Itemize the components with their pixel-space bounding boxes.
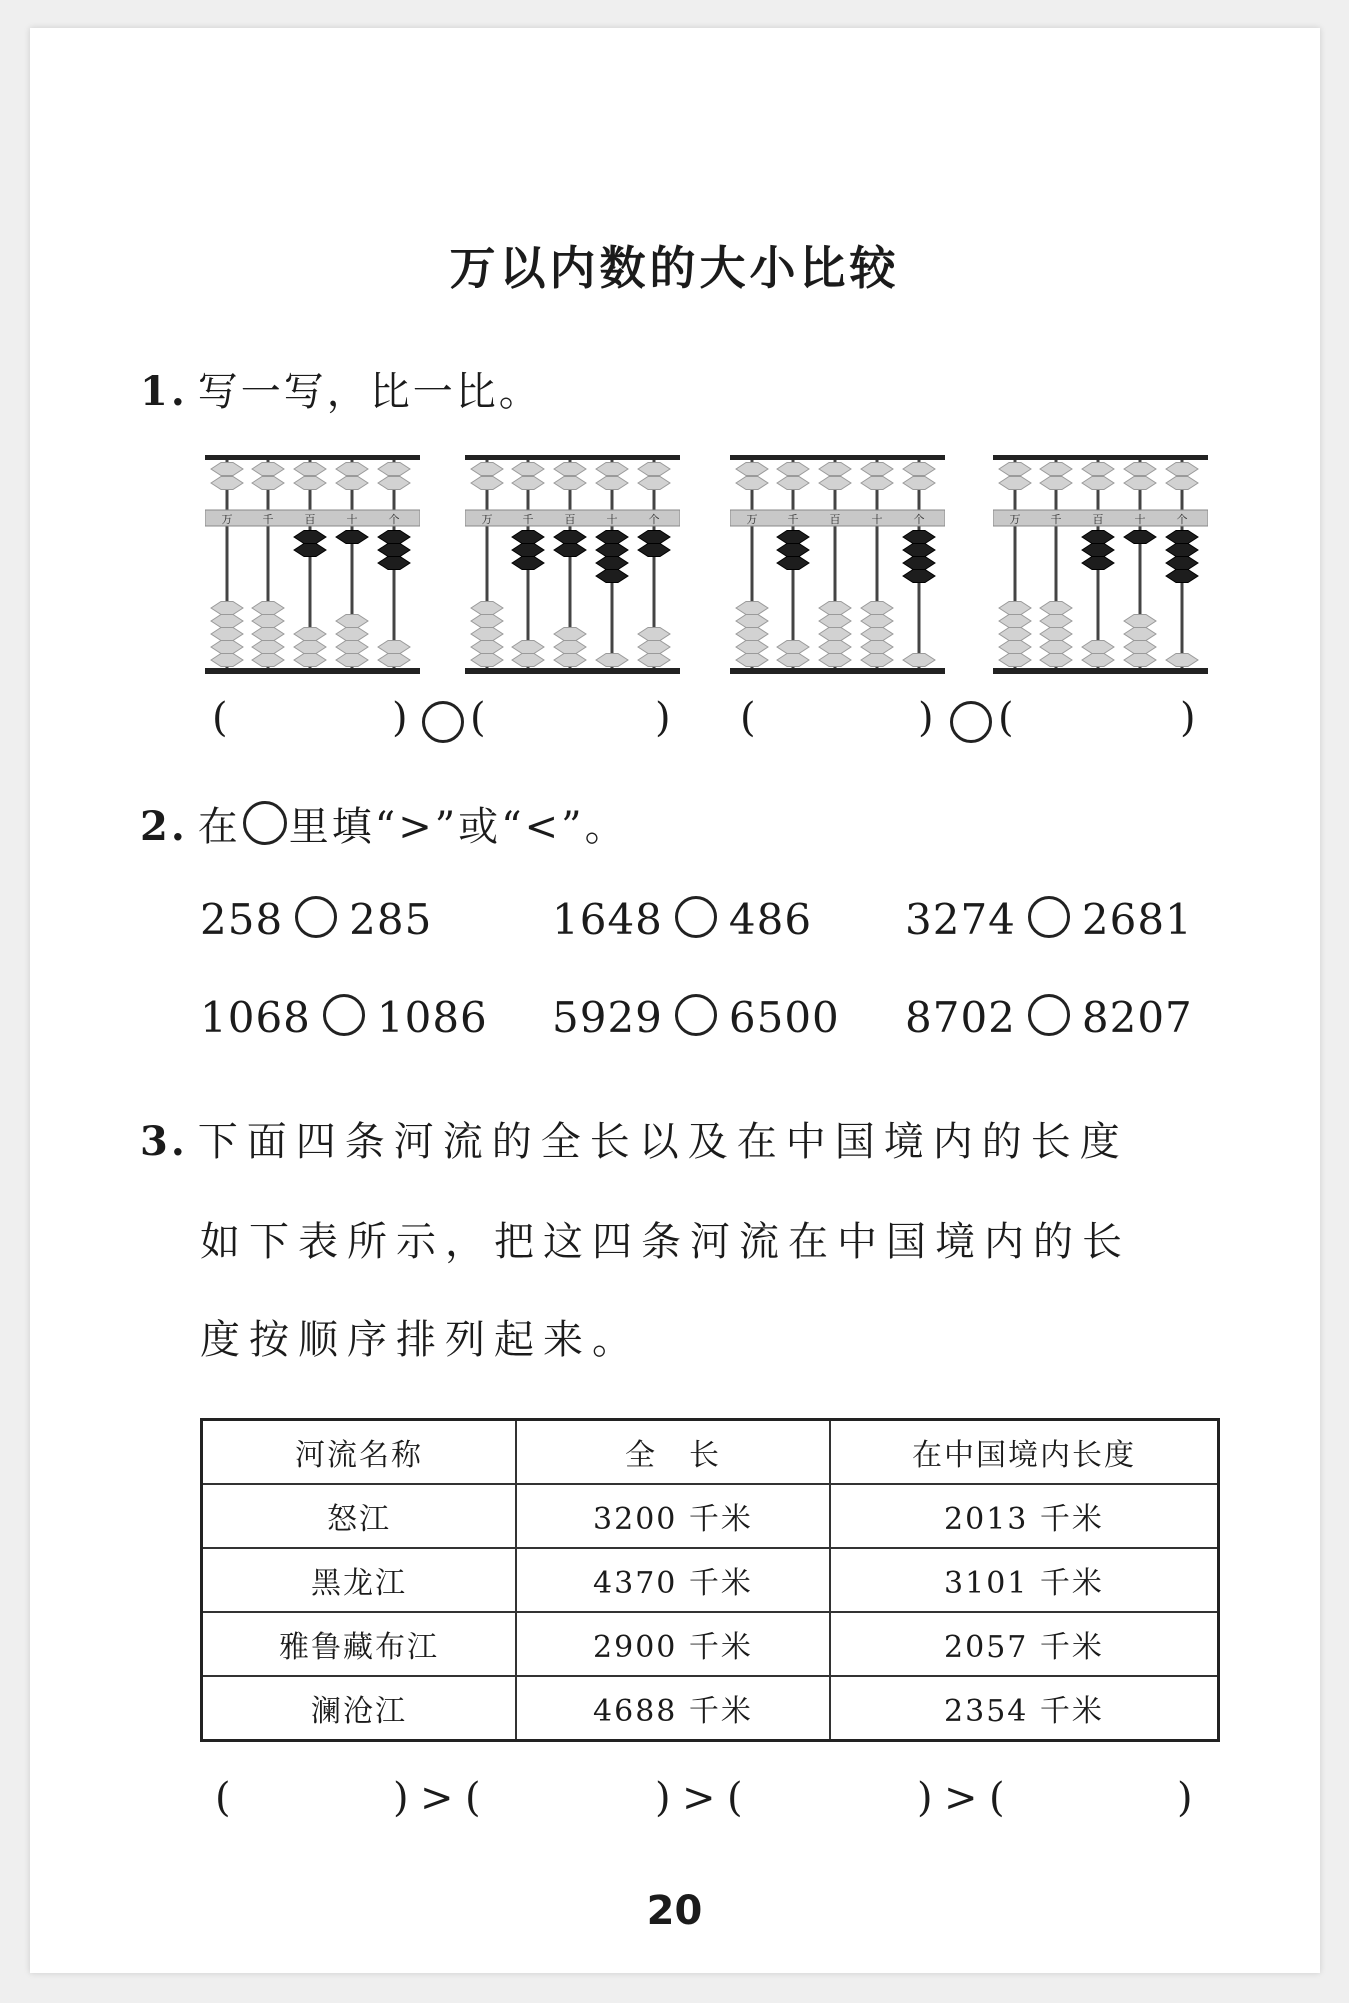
idle-bead: [819, 628, 851, 641]
answer-blank-close: ): [1177, 1775, 1193, 1821]
answer-circle[interactable]: [295, 896, 337, 938]
idle-bead: [903, 654, 935, 667]
counted-bead: [903, 544, 935, 557]
answer-blank-close: ): [393, 1775, 409, 1821]
idle-bead: [471, 602, 503, 615]
idle-bead: [378, 654, 410, 667]
idle-bead: [512, 463, 544, 476]
idle-bead: [294, 628, 326, 641]
idle-bead: [294, 463, 326, 476]
idle-bead: [554, 628, 586, 641]
abacus-4: [993, 455, 1208, 675]
number-a: 1068: [200, 993, 311, 1042]
place-value-label: 千: [1050, 513, 1062, 526]
abacus-bottom-bar: [465, 668, 680, 674]
place-value-label: 个: [388, 513, 400, 526]
idle-bead: [777, 641, 809, 654]
idle-bead: [1166, 477, 1198, 490]
comparison-item: [552, 993, 840, 1042]
idle-bead: [596, 654, 628, 667]
idle-bead: [999, 628, 1031, 641]
abacus-1: [205, 455, 420, 675]
idle-bead: [861, 654, 893, 667]
idle-bead: [1166, 463, 1198, 476]
idle-bead: [294, 477, 326, 490]
idle-bead: [471, 654, 503, 667]
answer-circle[interactable]: [1028, 896, 1070, 938]
idle-bead: [471, 463, 503, 476]
idle-bead: [336, 654, 368, 667]
idle-bead: [252, 628, 284, 641]
idle-bead: [471, 615, 503, 628]
question-2: [140, 795, 628, 852]
counted-bead: [596, 544, 628, 557]
idle-bead: [1040, 602, 1072, 615]
abacus-row: [175, 455, 1225, 680]
counted-bead: [378, 544, 410, 557]
idle-bead: [777, 463, 809, 476]
idle-bead: [1082, 654, 1114, 667]
compare-circle-2[interactable]: [950, 701, 992, 743]
number-b: 285: [349, 895, 433, 944]
question-2-text-before: 在: [197, 804, 241, 850]
idle-bead: [999, 477, 1031, 490]
idle-bead: [211, 615, 243, 628]
idle-bead: [819, 654, 851, 667]
question-2-number: 2.: [140, 803, 188, 850]
place-value-label: 万: [481, 513, 493, 526]
idle-bead: [252, 477, 284, 490]
counted-bead: [512, 531, 544, 544]
answer-blank-2-open[interactable]: (: [470, 695, 486, 741]
idle-bead: [336, 477, 368, 490]
comparison-item: [905, 895, 1193, 944]
idle-bead: [211, 477, 243, 490]
idle-bead: [903, 463, 935, 476]
idle-bead: [211, 641, 243, 654]
answer-blank-close: ): [655, 1775, 671, 1821]
answer-blank-open[interactable]: (: [465, 1775, 481, 1821]
comparison-item: [200, 993, 488, 1042]
comparison-item: [905, 993, 1193, 1042]
idle-bead: [1040, 477, 1072, 490]
answer-blank-1-open[interactable]: (: [212, 695, 228, 741]
table-cell: 怒江: [202, 1484, 517, 1548]
table-row: [202, 1548, 1219, 1612]
answer-blank-1-close: ): [392, 695, 408, 741]
counted-bead: [777, 557, 809, 570]
idle-bead: [861, 641, 893, 654]
answer-blank-open[interactable]: (: [989, 1775, 1005, 1821]
counted-bead: [378, 531, 410, 544]
table-cell: 4688 千米: [516, 1676, 830, 1741]
idle-bead: [819, 602, 851, 615]
idle-bead: [1040, 615, 1072, 628]
idle-bead: [252, 641, 284, 654]
counted-bead: [336, 531, 368, 544]
abacus-2: [465, 455, 680, 675]
idle-bead: [999, 615, 1031, 628]
idle-bead: [638, 477, 670, 490]
idle-bead: [211, 654, 243, 667]
page-title: 万以内数的大小比较: [449, 241, 900, 295]
idle-bead: [1124, 615, 1156, 628]
idle-bead: [736, 602, 768, 615]
idle-bead: [1166, 654, 1198, 667]
q3-answer-row: [215, 1775, 1215, 1835]
idle-bead: [736, 628, 768, 641]
idle-bead: [819, 615, 851, 628]
number-a: 3274: [905, 895, 1016, 944]
counted-bead: [294, 544, 326, 557]
idle-bead: [1082, 641, 1114, 654]
counted-bead: [638, 544, 670, 557]
idle-bead: [554, 477, 586, 490]
idle-bead: [1124, 463, 1156, 476]
idle-bead: [596, 477, 628, 490]
question-3: [140, 1110, 1129, 1167]
idle-bead: [554, 641, 586, 654]
place-value-label: 十: [606, 513, 618, 526]
place-value-label: 百: [304, 513, 316, 526]
idle-bead: [336, 641, 368, 654]
idle-bead: [554, 654, 586, 667]
place-value-label: 十: [871, 513, 883, 526]
idle-bead: [861, 615, 893, 628]
counted-bead: [903, 570, 935, 583]
idle-bead: [1040, 628, 1072, 641]
idle-bead: [211, 602, 243, 615]
place-value-label: 个: [913, 513, 925, 526]
idle-bead: [861, 477, 893, 490]
question-3-line-1: 下面四条河流的全长以及在中国境内的长度: [197, 1119, 1129, 1165]
idle-bead: [1124, 628, 1156, 641]
table-cell: 4370 千米: [516, 1548, 830, 1612]
answer-blank-open[interactable]: (: [215, 1775, 231, 1821]
place-value-label: 万: [221, 513, 233, 526]
idle-bead: [336, 628, 368, 641]
counted-bead: [1166, 544, 1198, 557]
table-cell: 2013 千米: [830, 1484, 1219, 1548]
comparison-row-2: [0, 993, 1349, 1053]
answer-circle[interactable]: [675, 994, 717, 1036]
idle-bead: [999, 602, 1031, 615]
counted-bead: [1082, 557, 1114, 570]
table-cell: 黑龙江: [202, 1548, 517, 1612]
counted-bead: [512, 557, 544, 570]
q1-answer-row: [0, 695, 1349, 755]
question-3-line-3: 度按顺序排列起来。: [200, 1317, 641, 1363]
counted-bead: [596, 557, 628, 570]
column-header: 河流名称: [202, 1420, 517, 1485]
idle-bead: [777, 477, 809, 490]
idle-bead: [819, 641, 851, 654]
idle-bead: [1124, 477, 1156, 490]
counted-bead: [1166, 570, 1198, 583]
question-3-number: 3.: [140, 1118, 188, 1165]
number-b: 2681: [1081, 895, 1193, 944]
idle-bead: [1082, 463, 1114, 476]
place-value-label: 百: [1092, 513, 1104, 526]
place-value-label: 万: [746, 513, 758, 526]
place-value-label: 百: [829, 513, 841, 526]
idle-bead: [294, 654, 326, 667]
table-row: [202, 1612, 1219, 1676]
counted-bead: [903, 557, 935, 570]
idle-bead: [336, 615, 368, 628]
table-cell: 2900 千米: [516, 1612, 830, 1676]
abacus-3: [730, 455, 945, 675]
question-1-text: 写一写，比一比。: [197, 369, 542, 415]
table-row: [202, 1484, 1219, 1548]
place-value-label: 千: [262, 513, 274, 526]
idle-bead: [1124, 654, 1156, 667]
counted-bead: [378, 557, 410, 570]
answer-circle[interactable]: [1028, 994, 1070, 1036]
question-1-number: 1.: [140, 368, 188, 415]
number-b: 1086: [376, 993, 488, 1042]
idle-bead: [1040, 641, 1072, 654]
place-value-label: 个: [648, 513, 660, 526]
idle-bead: [211, 463, 243, 476]
idle-bead: [1124, 641, 1156, 654]
counted-bead: [903, 531, 935, 544]
idle-bead: [252, 602, 284, 615]
river-table: [200, 1418, 1220, 1742]
number-b: 6500: [728, 993, 840, 1042]
counted-bead: [1166, 557, 1198, 570]
place-value-label: 十: [1134, 513, 1146, 526]
table-cell: 2354 千米: [830, 1676, 1219, 1741]
idle-bead: [378, 641, 410, 654]
idle-bead: [211, 628, 243, 641]
answer-circle[interactable]: [675, 896, 717, 938]
idle-bead: [512, 477, 544, 490]
idle-bead: [777, 654, 809, 667]
answer-blank-open[interactable]: (: [727, 1775, 743, 1821]
number-a: 258: [200, 895, 284, 944]
counted-bead: [554, 544, 586, 557]
abacus-bottom-bar: [993, 668, 1208, 674]
idle-bead: [819, 477, 851, 490]
idle-bead: [819, 463, 851, 476]
idle-bead: [471, 477, 503, 490]
counted-bead: [596, 531, 628, 544]
place-value-label: 百: [564, 513, 576, 526]
comparison-item: [552, 895, 812, 944]
answer-blank-4-open[interactable]: (: [998, 695, 1014, 741]
idle-bead: [554, 463, 586, 476]
counted-bead: [294, 531, 326, 544]
counted-bead: [1082, 531, 1114, 544]
idle-bead: [736, 477, 768, 490]
counted-bead: [512, 544, 544, 557]
idle-bead: [252, 654, 284, 667]
greater-than-symbol: >: [420, 1775, 454, 1821]
answer-circle[interactable]: [323, 994, 365, 1036]
answer-blank-4-close: ): [1180, 695, 1196, 741]
idle-bead: [999, 654, 1031, 667]
answer-blank-2-close: ): [655, 695, 671, 741]
answer-blank-3-close: ): [918, 695, 934, 741]
idle-bead: [999, 641, 1031, 654]
abacus-bottom-bar: [730, 668, 945, 674]
question-3-line-2: 如下表所示，把这四条河流在中国境内的长: [200, 1219, 1131, 1265]
table-cell: 3101 千米: [830, 1548, 1219, 1612]
idle-bead: [861, 463, 893, 476]
greater-than-symbol: >: [682, 1775, 716, 1821]
counted-bead: [1124, 531, 1156, 544]
number-b: 486: [728, 895, 813, 944]
abacus-top-bar: [465, 455, 680, 460]
answer-blank-3-open[interactable]: (: [740, 695, 756, 741]
idle-bead: [1082, 477, 1114, 490]
idle-bead: [999, 463, 1031, 476]
place-value-label: 十: [346, 513, 358, 526]
idle-bead: [1040, 463, 1072, 476]
place-value-label: 千: [522, 513, 534, 526]
idle-bead: [638, 628, 670, 641]
counted-bead: [596, 570, 628, 583]
idle-bead: [736, 463, 768, 476]
idle-bead: [378, 477, 410, 490]
place-value-label: 千: [787, 513, 799, 526]
counted-bead: [638, 531, 670, 544]
idle-bead: [252, 615, 284, 628]
idle-bead: [512, 641, 544, 654]
idle-bead: [903, 477, 935, 490]
idle-bead: [252, 463, 284, 476]
idle-bead: [861, 602, 893, 615]
comparison-row-1: [0, 895, 1349, 955]
counted-bead: [777, 531, 809, 544]
idle-bead: [378, 463, 410, 476]
abacus-bottom-bar: [205, 668, 420, 674]
table-row: [202, 1676, 1219, 1741]
idle-bead: [736, 654, 768, 667]
table-cell: 雅鲁藏布江: [202, 1612, 517, 1676]
counted-bead: [554, 531, 586, 544]
abacus-top-bar: [205, 455, 420, 460]
idle-bead: [294, 641, 326, 654]
table-cell: 澜沧江: [202, 1676, 517, 1741]
abacus-top-bar: [993, 455, 1208, 460]
idle-bead: [736, 641, 768, 654]
circle-icon: [243, 801, 287, 845]
question-2-text-after: 里填“>”或“<”。: [288, 804, 628, 850]
number-b: 8207: [1081, 993, 1193, 1042]
compare-circle-1[interactable]: [422, 701, 464, 743]
idle-bead: [638, 641, 670, 654]
column-header: 全 长: [516, 1420, 830, 1485]
idle-bead: [638, 463, 670, 476]
table-header-row: [202, 1420, 1219, 1485]
idle-bead: [736, 615, 768, 628]
greater-than-symbol: >: [944, 1775, 978, 1821]
table-cell: 2057 千米: [830, 1612, 1219, 1676]
idle-bead: [861, 628, 893, 641]
idle-bead: [638, 654, 670, 667]
abacus-top-bar: [730, 455, 945, 460]
column-header: 在中国境内长度: [830, 1420, 1219, 1485]
answer-blank-close: ): [917, 1775, 933, 1821]
place-value-label: 个: [1176, 513, 1188, 526]
idle-bead: [1040, 654, 1072, 667]
idle-bead: [596, 463, 628, 476]
idle-bead: [471, 641, 503, 654]
number-a: 1648: [552, 895, 663, 944]
page-number: 20: [646, 1888, 703, 1934]
number-a: 5929: [552, 993, 663, 1042]
comparison-item: [200, 895, 432, 944]
counted-bead: [1166, 531, 1198, 544]
question-1: [140, 360, 542, 417]
idle-bead: [512, 654, 544, 667]
table-cell: 3200 千米: [516, 1484, 830, 1548]
number-a: 8702: [905, 993, 1016, 1042]
idle-bead: [336, 463, 368, 476]
counted-bead: [777, 544, 809, 557]
counted-bead: [1082, 544, 1114, 557]
place-value-label: 万: [1009, 513, 1021, 526]
idle-bead: [471, 628, 503, 641]
